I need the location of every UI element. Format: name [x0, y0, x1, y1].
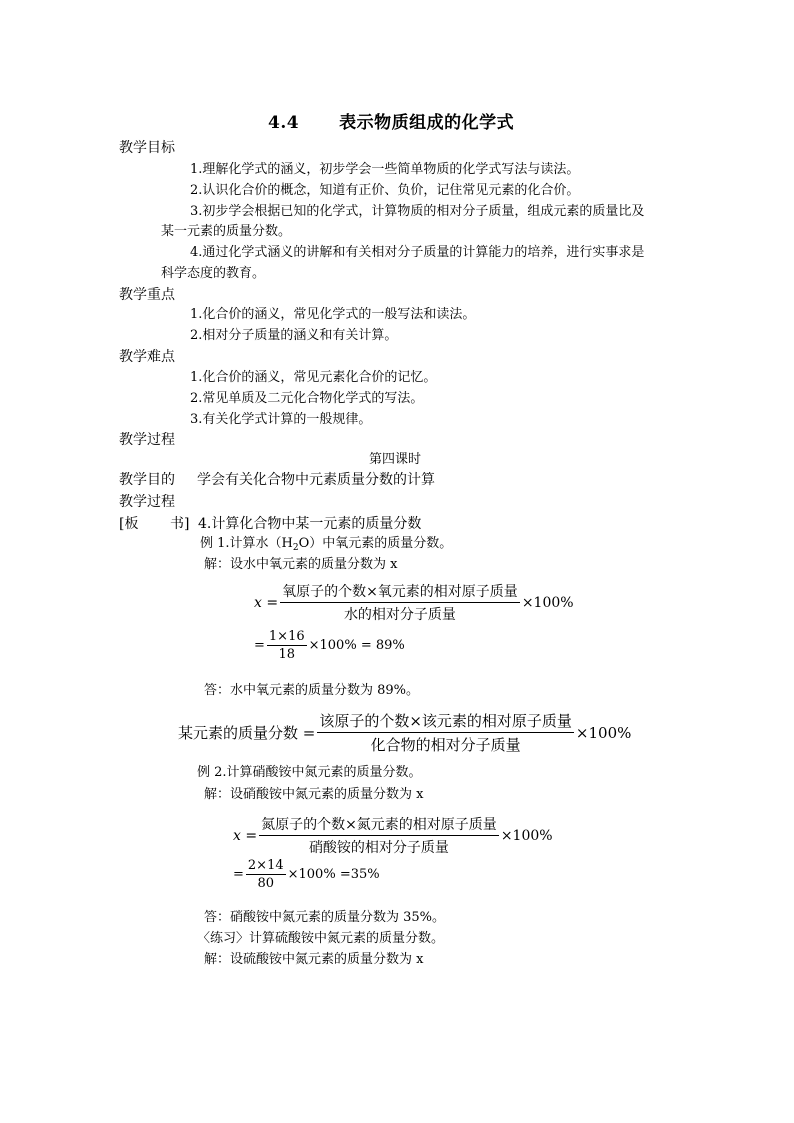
board-label-close: 书] [170, 516, 190, 532]
lesson-label: 第四课时 [369, 452, 422, 467]
goal-item: 4.通过化学式涵义的讲解和有关相对分子质量的计算能力的培养，进行实事求是 [190, 245, 645, 260]
title-text: 表示物质组成的化学式 [339, 113, 515, 133]
exercise-solve: 解：设硫酸铵中氮元素的质量分数为 x [204, 952, 424, 967]
fraction [317, 710, 574, 755]
example2-answer: 答：硝酸铵中氮元素的质量分数为 35%。 [204, 910, 446, 925]
example2-text: 例 2.计算硝酸铵中氮元素的质量分数。 [197, 765, 422, 780]
eq-lhs: = [254, 638, 265, 653]
section-number: 4.4 [268, 113, 300, 133]
formula-tail: ×100% [575, 723, 632, 742]
example2-solve: 解：设硝酸铵中氮元素的质量分数为 x [204, 787, 424, 802]
process-heading-2: 教学过程 [119, 494, 175, 510]
eq-tail: ×100% [521, 594, 574, 611]
denominator: 18 [278, 647, 296, 662]
example1-answer: 答：水中氧元素的质量分数为 89%。 [204, 683, 420, 698]
goals-heading: 教学目标 [119, 140, 175, 156]
example2-equation-2 [233, 858, 380, 891]
numerator: 氮原子的个数×氮元素的相对原子质量 [259, 814, 499, 836]
eq-lhs: x = [233, 827, 258, 844]
eq-tail: ×100% =35% [287, 867, 380, 882]
board-label-open: [板 [119, 516, 139, 532]
fraction [246, 858, 286, 891]
goal-item: 1.理解化学式的涵义，初步学会一些简单物质的化学式写法与读法。 [190, 162, 580, 177]
difficulty-item: 1.化合价的涵义，常见元素化合价的记忆。 [190, 370, 437, 385]
numerator: 2×14 [247, 858, 284, 873]
denominator: 水的相对分子质量 [343, 607, 456, 623]
difficulty-item: 2.常见单质及二元化合物化学式的写法。 [190, 391, 424, 406]
goal-item: 某一元素的质量分数。 [161, 224, 292, 239]
numerator: 该原子的个数×该元素的相对原子质量 [317, 710, 574, 733]
example1-equation-2 [254, 629, 405, 662]
page-title [268, 108, 514, 133]
example1-solve: 解：设水中氧元素的质量分数为 x [204, 557, 398, 572]
numerator: 1×16 [268, 629, 305, 644]
numerator: 氧原子的个数×氧元素的相对原子质量 [280, 581, 520, 603]
formula-lhs: 某元素的质量分数 = [178, 724, 316, 742]
eq-tail: ×100% = 89% [308, 638, 405, 653]
eq-tail: ×100% [500, 827, 553, 844]
denominator: 化合物的相对分子质量 [370, 736, 521, 754]
key-point-item: 2.相对分子质量的涵义和有关计算。 [190, 328, 398, 343]
general-formula [178, 710, 631, 755]
goal-item: 科学态度的教育。 [161, 266, 266, 281]
difficulty-item: 3.有关化学式计算的一般规律。 [190, 412, 372, 427]
key-points-heading: 教学重点 [119, 287, 175, 303]
example1-text: 例 1.计算水$(H_2O)$中氧元素的质量分数。 [200, 536, 453, 553]
example1-equation-1 [254, 581, 574, 624]
difficulties-heading: 教学难点 [119, 349, 175, 365]
board-text: 4.计算化合物中某一元素的质量分数 [198, 516, 422, 532]
fraction [259, 814, 499, 857]
denominator: 80 [257, 876, 275, 891]
goal-item: 3.初步学会根据已知的化学式，计算物质的相对分子质量，组成元素的质量比及 [190, 204, 645, 219]
denominator: 硝酸铵的相对分子质量 [308, 840, 449, 856]
goal-item: 2.认识化合价的概念，知道有正价、负价，记住常见元素的化合价。 [190, 183, 580, 198]
eq-lhs: = [233, 867, 244, 882]
purpose-text: 学会有关化合物中元素质量分数的计算 [197, 472, 435, 488]
purpose-label: 教学目的 [119, 472, 175, 488]
fraction [267, 629, 307, 662]
process-heading: 教学过程 [119, 432, 175, 448]
eq-lhs: x = [254, 594, 279, 611]
exercise-text: 〈练习〉计算硫酸铵中氮元素的质量分数。 [197, 931, 445, 946]
example2-equation-1 [233, 814, 553, 857]
fraction [280, 581, 520, 624]
key-point-item: 1.化合价的涵义，常见化学式的一般写法和读法。 [190, 307, 476, 322]
